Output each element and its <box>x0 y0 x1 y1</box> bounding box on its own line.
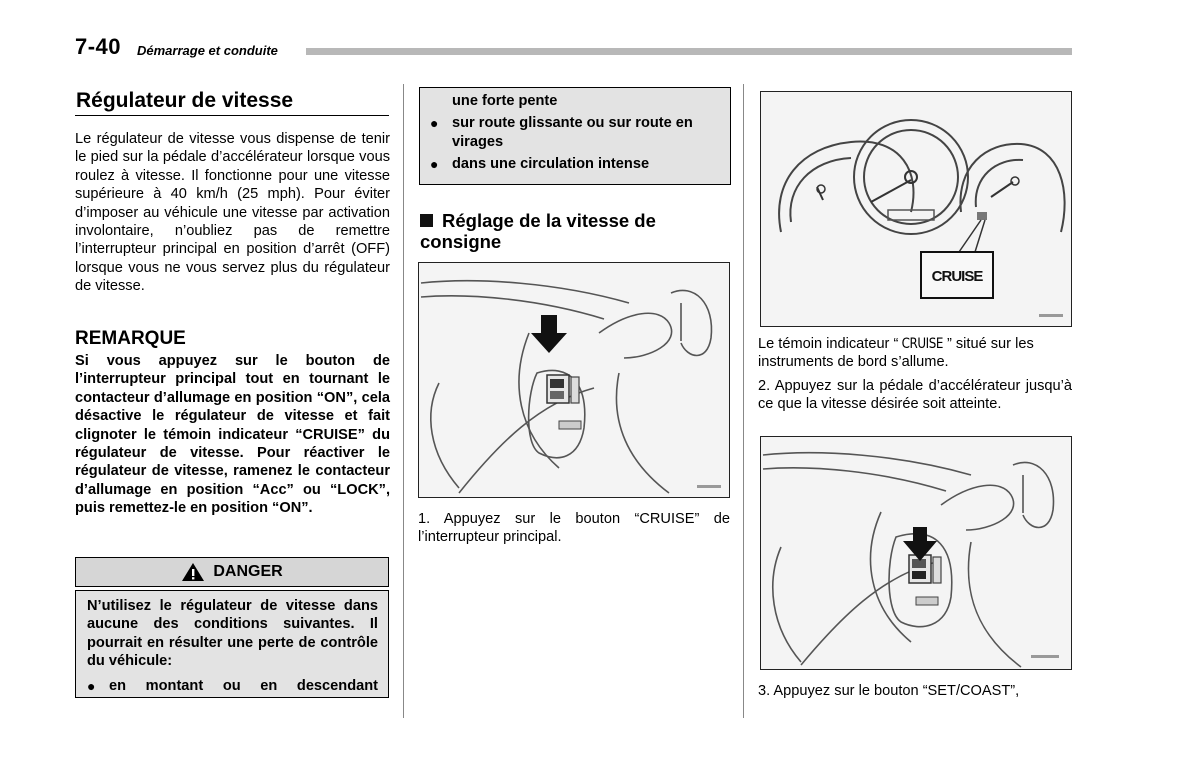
instrument-cluster-illustration <box>760 91 1072 327</box>
warning-bullet-text: dans une circulation intense <box>452 156 650 173</box>
bullet-dot: ● <box>430 156 439 173</box>
bullet-dot: ● <box>87 677 96 694</box>
square-bullet-icon <box>420 214 433 227</box>
step-1: 1. Appuyez sur le bouton “CRUISE” de l’interrupteur principal. <box>418 511 730 546</box>
page-number: 7-40 <box>75 34 122 59</box>
section-title: Régulateur de vitesse <box>76 89 294 112</box>
caption-cruise-indicator: CRUISE <box>901 336 944 352</box>
note-heading: REMARQUE <box>75 328 186 349</box>
steering-switch-illustration <box>418 262 730 498</box>
set-coast-switch-illustration <box>760 436 1072 670</box>
instrument-cluster-drawing <box>761 92 1071 326</box>
column-divider-1 <box>403 84 404 718</box>
caption-text-before: Le témoin indicateur “ <box>758 336 899 352</box>
header-rule <box>306 48 1072 55</box>
steering-wheel-drawing-2 <box>761 437 1071 669</box>
danger-text: N’utilisez le régulateur de vitesse dans aucune des conditions suivantes. Il pourrait en résulter une perte de contrôle du véhicule: <box>87 598 378 670</box>
subheading <box>420 210 720 252</box>
note-text: Si vous appuyez sur le bouton de l’interrupteur principal tout en tournant le contacteur d’allumage en position “ON”, cela désactive le régulateur de vitesse et fait clignoter le témoin indicateur “CRUISE” du régulateur de vitesse. Pour réactiver le régulateur de vitesse, ramenez le contacteur d’allumage en position “Acc” ou “LOCK”, puis remettez-le en position “ON”. <box>75 353 390 517</box>
step-3: 3. Appuyez sur le bouton “SET/COAST”, <box>758 683 1020 699</box>
step-2: 2. Appuyez sur la pédale d’accélérateur jusqu’à ce que la vitesse désirée soit atteinte. <box>758 378 1072 413</box>
warning-bullet-text: sur route glissante ou sur route en virages <box>452 115 693 150</box>
danger-bullet <box>87 677 378 695</box>
subheading-text: Réglage de la vitesse de consigne <box>420 210 656 252</box>
warning-bullet <box>430 114 720 151</box>
title-underline <box>75 115 389 116</box>
column-divider-2 <box>743 84 744 718</box>
warning-bullet <box>430 155 720 173</box>
bullet-dot: ● <box>430 115 439 132</box>
cluster-caption <box>758 335 1072 372</box>
warning-continued-text: une forte pente <box>452 93 558 109</box>
intro-paragraph: Le régulateur de vitesse vous dispense de tenir le pied sur la pédale d’accélérateur lorsque vous roulez à vitesse. Il fonctionne pour une vitesse supérieure à 40 km/h (25 mph). Pour éviter d’imposer au véhicule une vitesse par activation involontaire, n’oubliez pas de remettre l’interrupteur principal en position d’arrêt (OFF) lorsque vous ne vous servez plus du régulateur de vitesse. <box>75 131 390 295</box>
section-name: Démarrage et conduite <box>137 43 278 58</box>
danger-label: DANGER <box>213 563 283 580</box>
cluster-cruise-label: CRUISE <box>931 268 983 285</box>
steering-wheel-drawing <box>419 263 729 497</box>
danger-box-continued <box>419 87 731 185</box>
danger-header <box>75 557 389 587</box>
caption-text-after: ” situé sur les instruments de bord s’allume. <box>758 336 1034 371</box>
danger-box <box>75 590 389 698</box>
warning-triangle-icon <box>181 562 205 582</box>
danger-bullet-text: en montant ou en descendant <box>109 677 378 694</box>
